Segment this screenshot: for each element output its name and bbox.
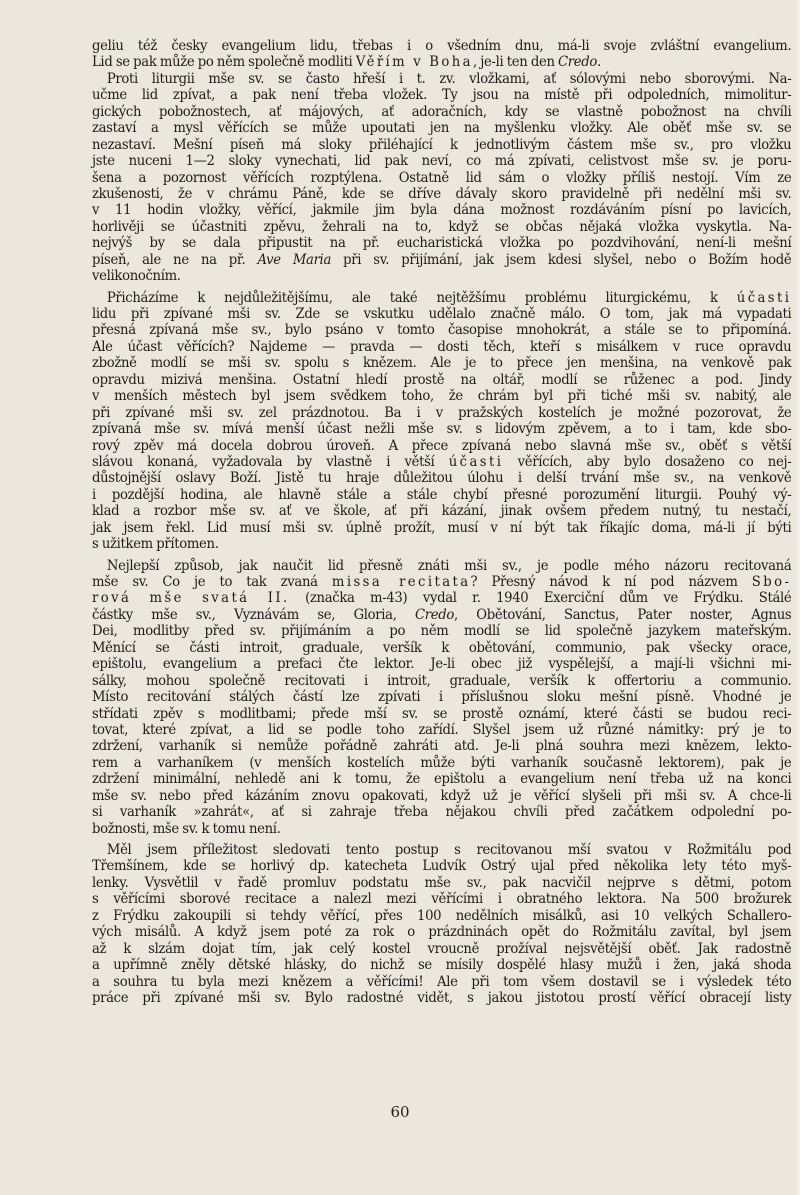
text-line: přesná zpívaná mše sv., bylo psáno v tomto časopise mnohokrát, a stále se to připomíná. [92,322,792,339]
text-line: jste nuceni 1—2 sloky vynechati, lid pak neví, co má zpívati, celistvost mše sv. je poru- [92,153,792,170]
text-line: a upřímně zněly dětské hlásky, do nichž se mísily dospělé hlasy mužů i žen, jaká shoda [92,957,792,974]
text-line: rem a varhaníkem (v menších kostelích může býti varhaník současně lektorem), pak je [92,754,792,771]
text-line: zastaví a mysl věřících se může upoutati jen na myšlenku vložky. Ale oběť mše sv. se [92,120,792,137]
text-line: s věřícími sborové recitace a nalezl mezi věřícími i obratného lektora. Na 500 brožurek [92,891,792,908]
text-line: při zpívané mši sv. zel prázdnotou. Ba i v pražských kostelích je možné pozorovat, že [92,404,792,421]
text-line: si varhaník »zahrát«, ať si zahraje třeba nějakou chvíli před začátkem odpolední po- [92,804,792,821]
text-line: a souhra tu byla mezi knězem a věřícími! Ale při tom všem dostavil se i výsledek této [92,973,792,990]
text-line: lenky. Vysvětlil v řadě promluv podstatu mše sv., pak nacvičil nejprve s dětmi, potom [92,874,792,891]
text-line: z Frýdku zakoupili si tehdy věřící, přes 100 nedělních misálků, asi 10 velkých Schallero- [92,907,792,924]
text-line: Lid se pak může po něm společně modliti Věřím v Boha, je-li ten den Credo. [92,54,601,71]
text-line: šena a pozornost věřících rozptýlena. Ostatně lid sám o vložky příliš nestojí. Vím ze [92,169,792,186]
paragraph-1 [92,38,792,71]
text-line: v menších městech byl jsem svědkem toho, že chrám byl při tiché mši sv. nabitý, ale [92,388,792,405]
text-line: práce při zpívané mši sv. Bylo radostné vidět, s jakou jistotou prostí věřící obracejí listy [92,989,792,1006]
text-line: epištolu, evangelium a prefaci čte lektor. Je-li obec již vyspělejší, a mají-li všichni mi- [92,656,792,673]
text-line: částky mše sv., Vyznávám se, Gloria, Credo, Obětování, Sanctus, Pater noster, Agnus [92,606,792,623]
text-line: horlivěji se účastniti zpěvu, žehrali na to, když se občas nějaká vložka vyskytla. Na- [92,218,792,235]
text-line: Měnící se části introit, graduale, veršík k obětování, communio, pak všecky orace, [92,639,792,656]
text-line: nejvýš by se dala připustit na př. eucharistická vložka po pozdvihování, není-li mešní [92,235,792,252]
text-line: jak jsem řekl. Lid musí mši sv. úplně prožít, musí v ní být tak říkajíc doma, má-li jí býti [92,519,792,536]
text-line: geliu též česky evangelium lidu, třebas i o všedním dnu, má-li svoje zvláštní evangelium. [92,38,792,54]
text-line: zbožně modlí se mši sv. spolu s knězem. Ale je to přece jen menšina, na venkově pak [92,355,792,372]
text-line: Nejlepší způsob, jak naučit lid přesně znáti mši sv., je podle mého názoru recitovaná [106,557,792,574]
text-line: sálky, mohou společně recitovati i introit, graduale, veršík k offertoriu a communio. [92,672,792,689]
text-line: zdržení minimální, nehledě ani k tomu, že epištolu a evangelium není třeba už na konci [92,771,792,788]
text-line: rový zpěv má docela dobrou úroveň. A přece zpívaná nebo slavná mše sv., oběť s větší [92,437,792,454]
text-line: mše sv. nebo před kázáním znovu opakovati, když už je věřící slyšeli při mši sv. A chce-li [92,787,792,804]
text-line: důstojnější oslavy Boží. Jistě tu hraje důležitou úlohu i delší trvání mše sv., na venkově [92,470,792,487]
text-line: slávou konaná, vyžadovala by vlastně i větší účasti věřících, aby bylo dosaženo co nej- [92,453,792,470]
text-line: s užitkem přítomen. [92,536,219,553]
paragraph-2 [92,71,792,285]
text-line: Ale účast věřících? Najdeme — pravda — dosti těch, kteří s misálkem v ruce opravdu [92,338,792,355]
document-page [92,38,792,1006]
text-line: Třemšínem, kde se horlivý dp. katecheta Ludvík Ostrý ujal před několika lety této myš- [92,858,792,875]
text-line: klad a rozbor mše sv. ať ve škole, ať při kázání, jinak ovšem předem nutný, tu nestačí, [92,503,792,520]
text-line: píseň, ale ne na př. Ave Maria při sv. přijímání, jak jsem kdesi slyšel, nebo o Božím hodě [92,251,792,268]
text-line: mše sv. Co je to tak zvaná missa recitata? Přesný návod k ní pod názvem Sbo- [92,574,792,590]
paragraph-4 [92,558,792,837]
text-line: tovat, které zpívat, a lid se podle toho zařídí. Slyšel jsem už různé námitky: prý je to [92,721,792,738]
text-line: gických pobožnostech, ať májových, ať adoračních, kdy se vlastně pobožnost na chvíli [92,103,792,120]
paragraph-5 [92,842,792,1006]
text-line: velikonočním. [92,268,181,285]
text-line: až k slzám dojat tím, jak celý kostel vroucně prožíval nejsvětější oběť. Jak radostně [92,940,792,957]
text-line: střídati zpěv s modlitbami; přede mší sv. se prostě oznámí, které části se budou reci- [92,705,792,722]
page-number: 60 [390,1103,410,1121]
text-line: opravdu mizivá menšina. Ostatní hledí prostě na oltář, modlí se růženec a pod. Jindy [92,371,792,388]
text-line: Měl jsem příležitost sledovati tento postup s recitovanou mší svatou v Rožmitálu pod [106,842,792,858]
text-line: učme lid zpívat, a pak není třeba vložek. Ty jsou na místě při odpoledních, mimolitur- [92,87,792,104]
text-line: vých misálů. A když jsem poté za rok o prázdninách opět do Rožmitálu zavítal, byl jsem [92,924,792,941]
text-line: nezastaví. Mešní píseň má sloky přiléhající k jednotlivým částem mše sv., pro vložku [92,136,792,153]
text-line: i pozdější hodina, ale hlavně stále a stále chybí přesné porozumění liturgii. Pouhý vý- [92,486,792,503]
text-line: rová mše svatá II. (značka m-43) vydal r. 1940 Exerciční dům ve Frýdku. Stálé [92,590,792,607]
text-line: Proti liturgii mše sv. se často hřeší i t. zv. vložkami, ať sólovými nebo sborovými. Na- [106,70,792,87]
text-line: zpívaná mše sv. mívá menší účast nežli mše sv. s lidovým zpěvem, a to i tam, kde sbo- [92,421,792,438]
paragraph-3 [92,290,792,553]
text-line: Přicházíme k nejdůležitějšímu, ale také nejtěžšímu problému liturgickému, k účasti [106,289,792,306]
page-edge [794,0,800,1195]
text-line: v 11 hodin vložky, věřící, jakmile jim byla dána možnost rozdáváním písní po lavicích, [92,202,792,219]
text-line: zkušenosti, že v chrámu Páně, kde se dříve dávaly skoro pravidelně při nedělní mši sv. [92,185,792,202]
text-line: zdržení, varhaník si nemůže pořádně zahráti atd. Je-li plná souhra mezi knězem, lekto- [92,738,792,755]
text-line: lidu při zpívané mši sv. Zde se vskutku udělalo značně málo. O tom, jak má vypadati [92,306,792,322]
text-line: Dei, modlitby před sv. přijímáním a po něm modlí se lid společně jazykem mateřským. [92,623,792,640]
text-line: Místo recitování stálých částí lze zpívati i příslušnou sloku mešní písně. Vhodné je [92,689,792,706]
text-line: božnosti, mše sv. k tomu není. [92,820,281,837]
